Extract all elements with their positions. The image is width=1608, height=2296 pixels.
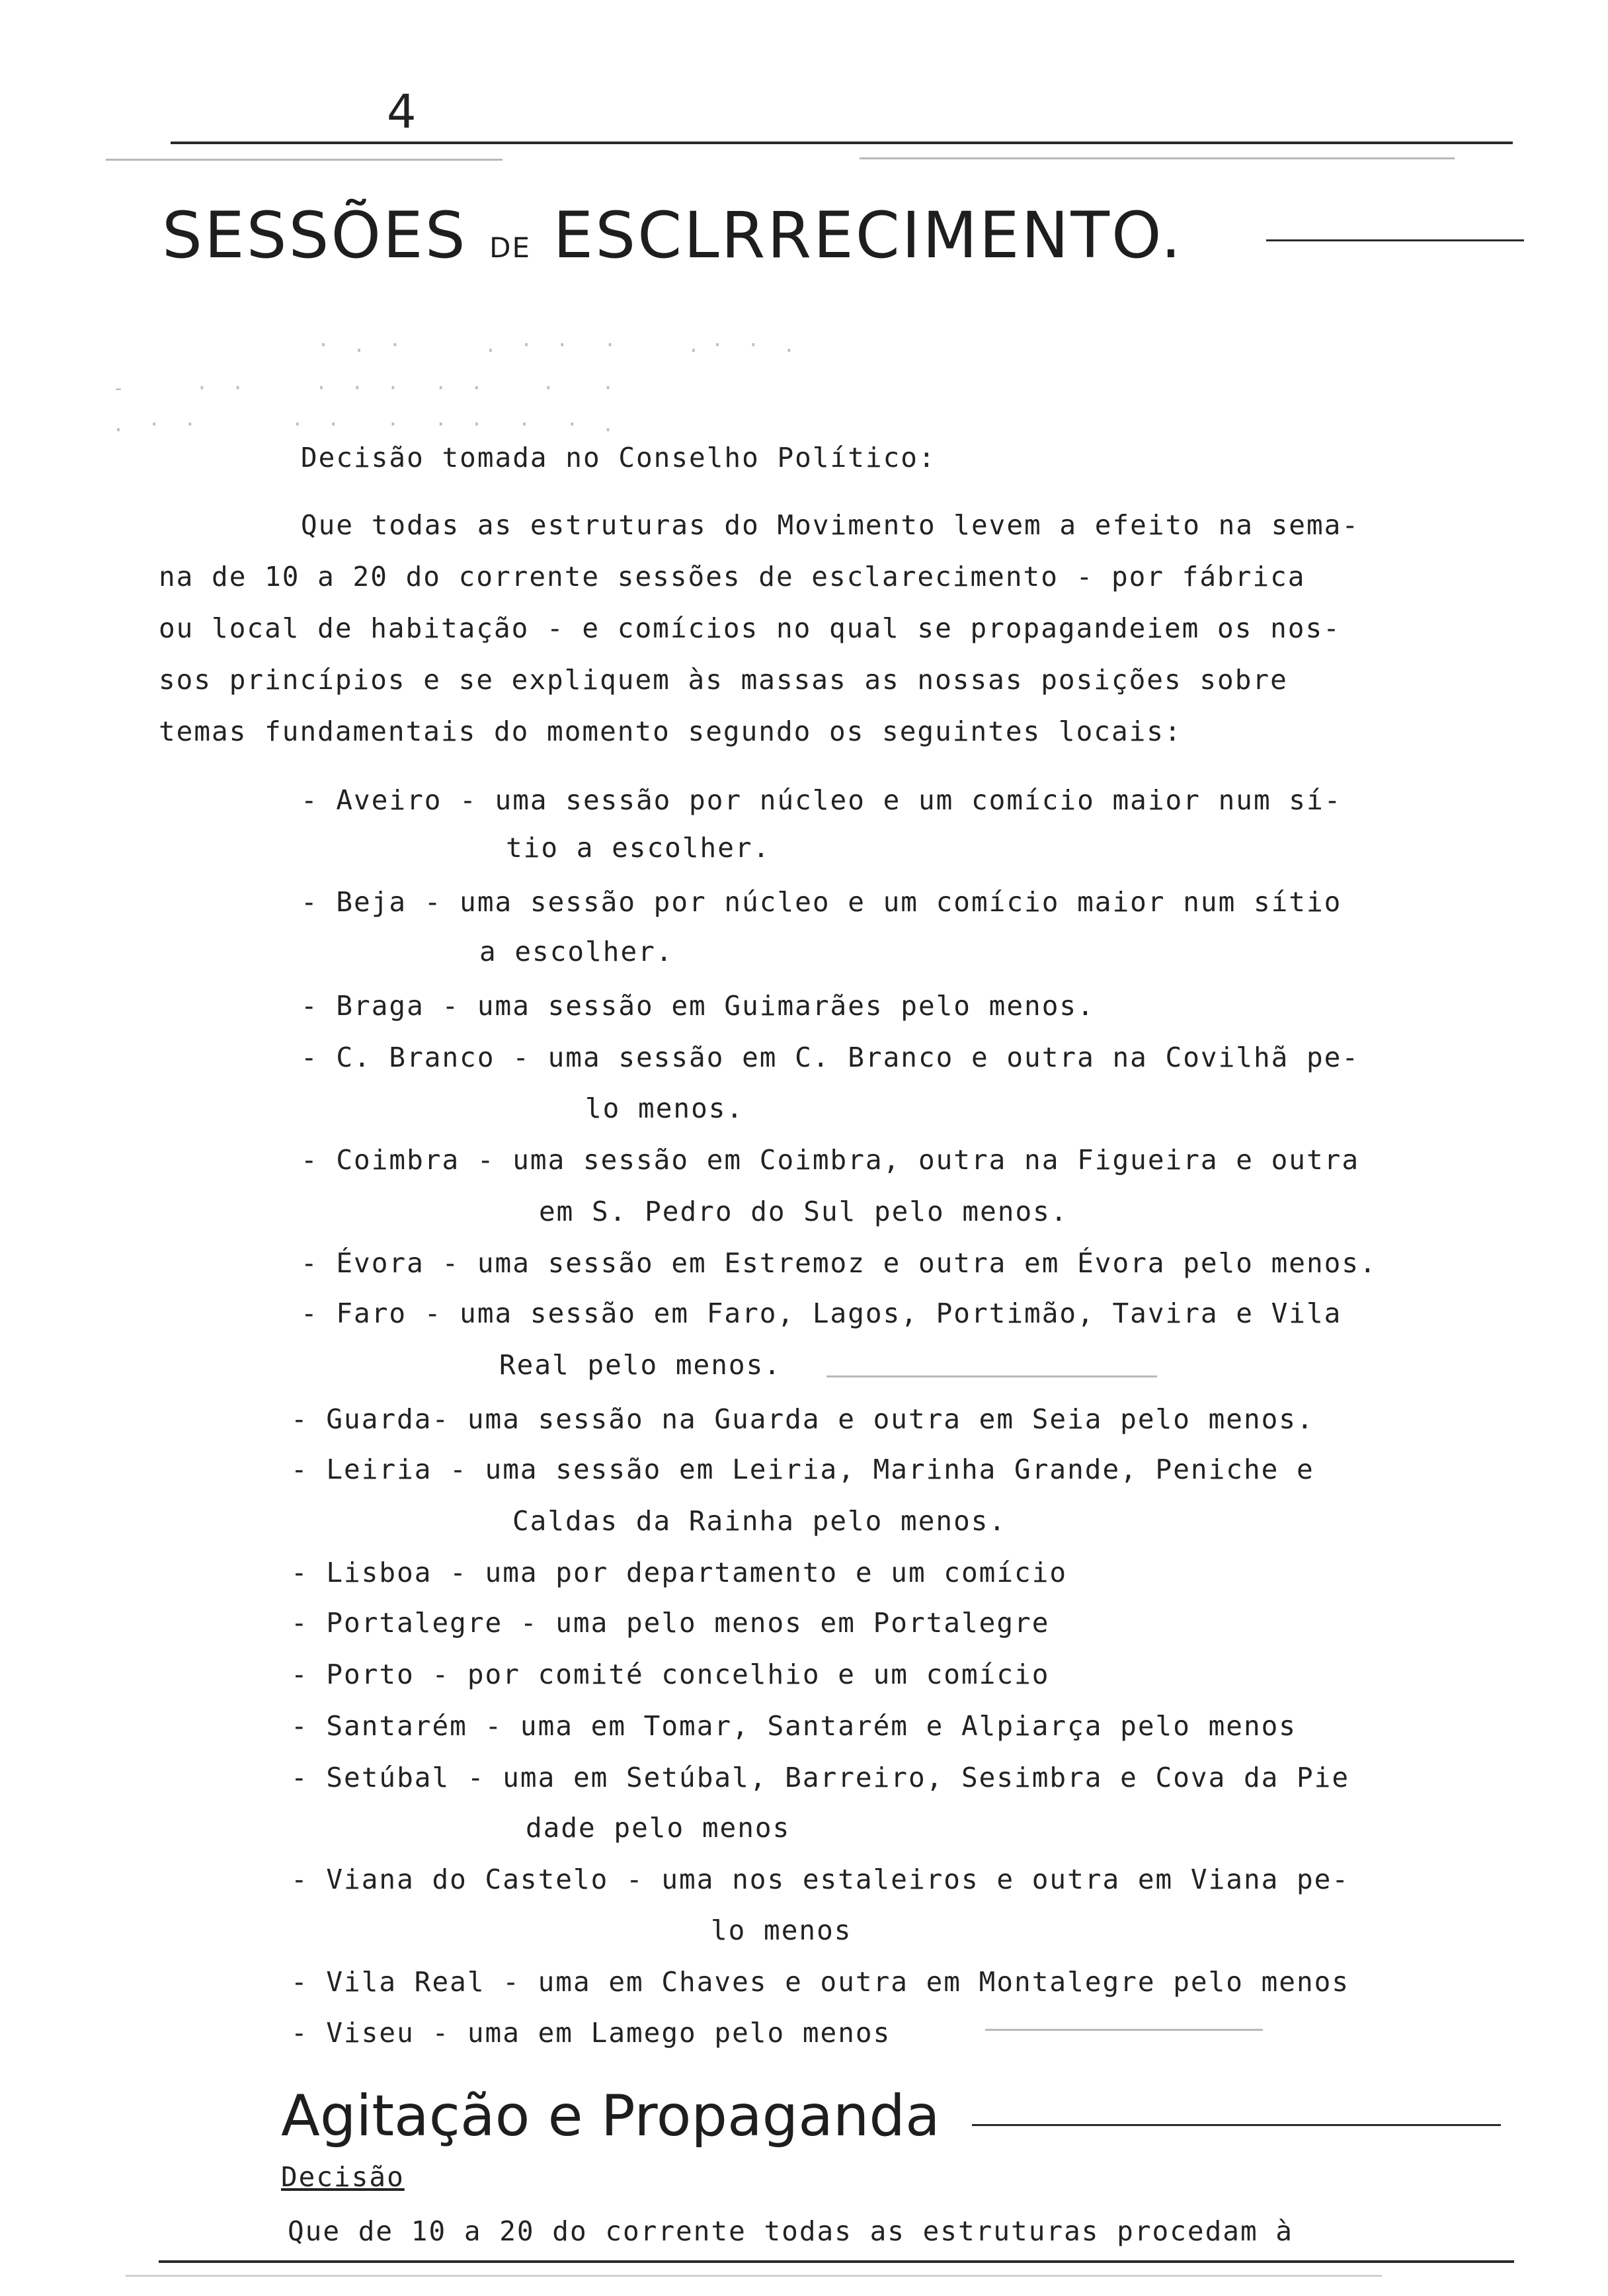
list-item: - Beja - uma sessão por núcleo e um comício maior num sítio [301,886,1342,918]
intro-line: Que todas as estruturas do Movimento levem a efeito na sema- [301,509,1360,541]
list-item: lo menos. [585,1092,744,1124]
list-item: a escolher. [479,936,674,967]
body-text: Que de 10 a 20 do corrente todas as estruturas procedam à [288,2215,1293,2247]
section-title-rule [972,2124,1501,2126]
section-heading: Decisão tomada no Conselho Político: [301,442,936,473]
list-item: - Coimbra - uma sessão em Coimbra, outra na Figueira e outra [301,1144,1360,1176]
list-item: tio a escolher. [506,832,771,864]
bottom-rule [159,2260,1514,2263]
list-item: em S. Pedro do Sul pelo menos. [539,1196,1068,1227]
intro-line: na de 10 a 20 do corrente sessões de esclarecimento - por fábrica [159,561,1306,593]
list-item: - Vila Real - uma em Chaves e outra em Montalegre pelo menos [291,1966,1350,1998]
list-item: - Santarém - uma em Tomar, Santarém e Alpiarça pelo menos [291,1710,1297,1742]
top-rule [171,142,1513,144]
scan-noise [826,1375,1157,1377]
scan-noise [860,157,1455,159]
list-item: - Faro - uma sessão em Faro, Lagos, Portimão, Tavira e Vila [301,1297,1342,1329]
title-rule [1266,239,1524,241]
list-item: - Aveiro - uma sessão por núcleo e um comício maior num sí- [301,784,1342,816]
intro-line: sos princípios e se expliquem às massas as nossas posições sobre [159,664,1288,696]
page-number: 4 [387,85,417,139]
list-item: lo menos [711,1914,852,1946]
list-item: - Viana do Castelo - uma nos estaleiros e outra em Viana pe- [291,1864,1350,1895]
section-title: Agitação e Propaganda [281,2083,940,2149]
page-title: SESSÕES DE ESCLRRECIMENTO. [162,198,1184,272]
scan-noise [106,159,502,161]
list-item: - Portalegre - uma pelo menos em Portalegre [291,1607,1050,1639]
list-item: - Setúbal - uma em Setúbal, Barreiro, Sesimbra e Cova da Pie [291,1762,1350,1793]
intro-line: ou local de habitação - e comícios no qual se propagandeiem os nos- [159,612,1341,644]
list-item: - Braga - uma sessão em Guimarães pelo menos. [301,990,1095,1022]
list-item: Caldas da Rainha pelo menos. [512,1505,1007,1537]
intro-line: temas fundamentais do momento segundo os seguintes locais: [159,716,1182,747]
list-item: dade pelo menos [526,1812,791,1844]
subheading: Decisão [281,2161,405,2193]
scan-noise: - · · · · · · · · · [112,377,614,400]
scan-noise: · . · . · · · . · · . [317,334,795,357]
list-item: - C. Branco - uma sessão em C. Branco e outra na Covilhã pe- [301,1042,1360,1073]
scan-noise: . · · · · · · · · · . [112,413,614,436]
list-item: - Lisboa - uma por departamento e um comício [291,1557,1068,1588]
list-item: - Viseu - uma em Lamego pelo menos [291,2017,891,2049]
list-item: - Évora - uma sessão em Estremoz e outra em Évora pelo menos. [301,1247,1377,1279]
scan-noise [126,2275,1382,2277]
list-item: - Leiria - uma sessão em Leiria, Marinha Grande, Peniche e [291,1454,1314,1485]
list-item: - Guarda- uma sessão na Guarda e outra em Seia pelo menos. [291,1403,1314,1435]
list-item: - Porto - por comité concelhio e um comício [291,1659,1050,1690]
scan-noise [985,2029,1263,2031]
list-item: Real pelo menos. [499,1349,782,1381]
